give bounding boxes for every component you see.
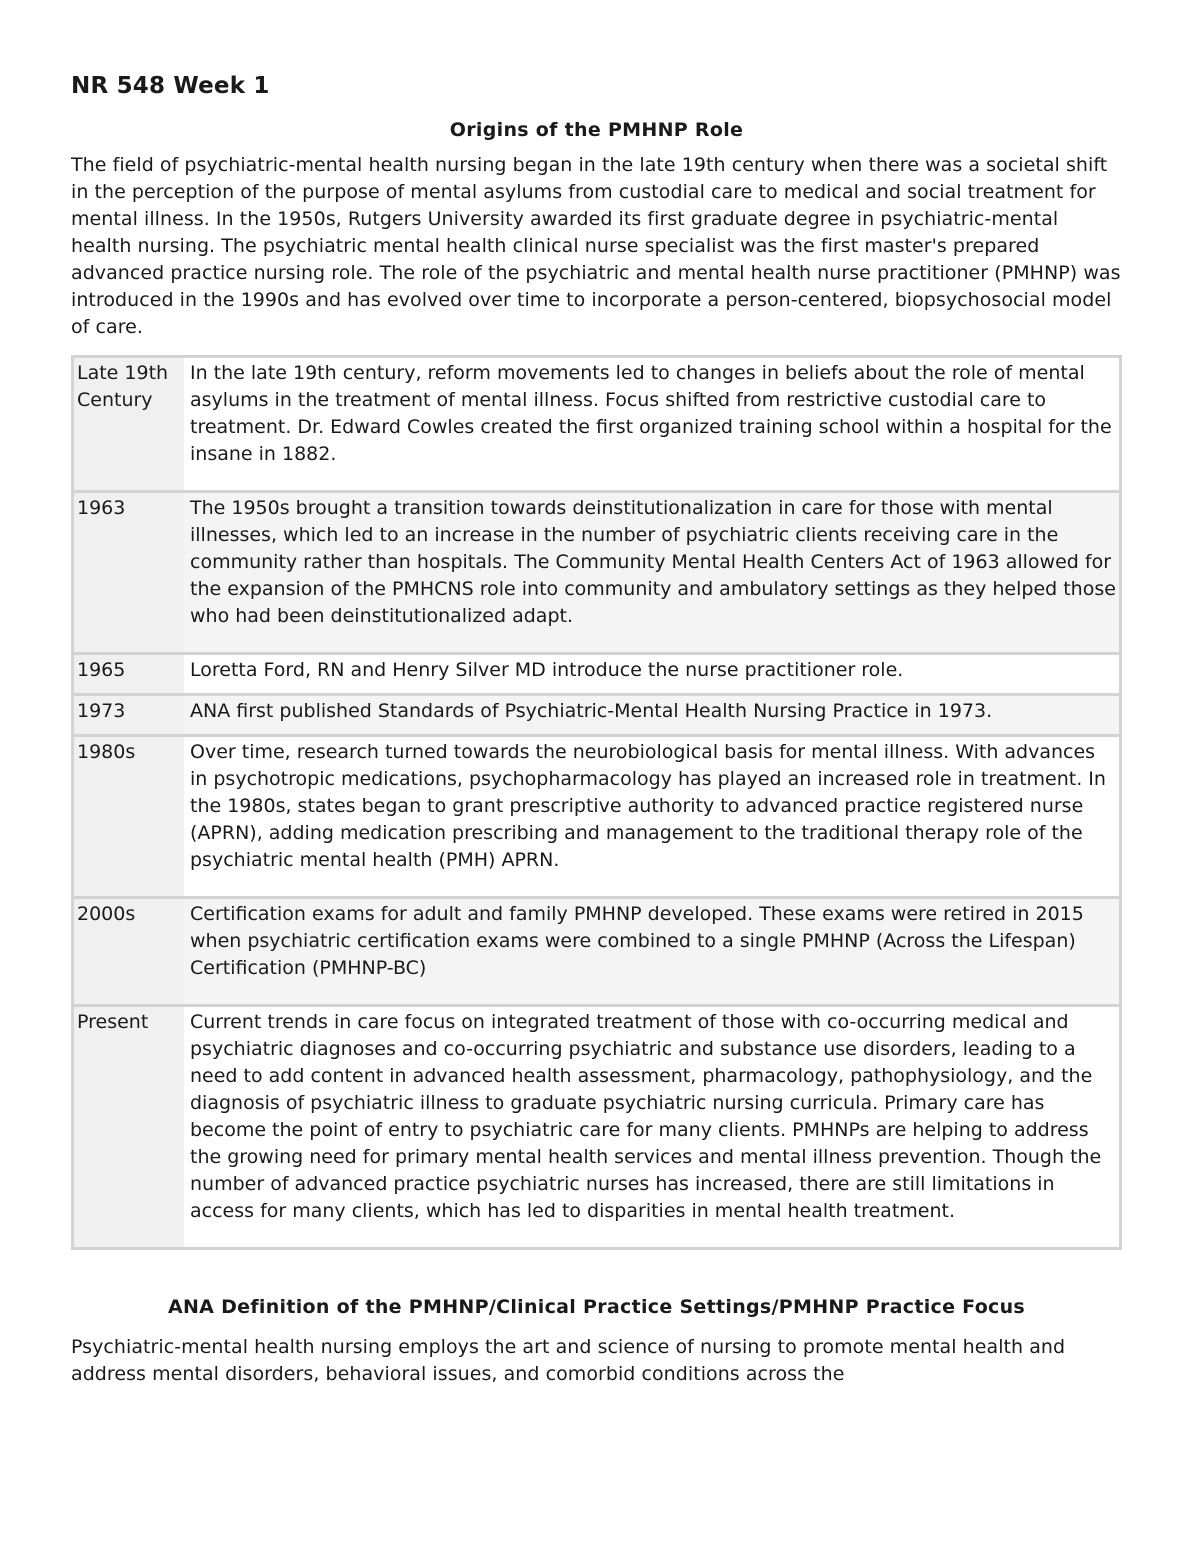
timeline-table — [71, 355, 1122, 1250]
table-row — [73, 695, 1121, 736]
table-row — [73, 1006, 1121, 1249]
table-row — [73, 357, 1121, 492]
course-title: NR 548 Week 1 — [71, 73, 270, 99]
ana-definition-paragraph: Psychiatric-mental health nursing employs the art and science of nursing to promote mental health and address mental disorders, behavioral issues, and comorbid conditions across the — [71, 1336, 1066, 1385]
timeline-period: 2000s — [73, 898, 185, 1006]
timeline-period: 1965 — [73, 654, 185, 695]
table-row — [73, 736, 1121, 898]
table-row — [73, 654, 1121, 695]
timeline-period: Present — [73, 1006, 185, 1249]
timeline-period: 1980s — [73, 736, 185, 898]
timeline-period: Late 19th Century — [73, 357, 185, 492]
timeline-period: 1973 — [73, 695, 185, 736]
timeline-description: Loretta Ford, RN and Henry Silver MD introduce the nurse practitioner role. — [184, 654, 1121, 695]
timeline-description: ANA first published Standards of Psychiatric-Mental Health Nursing Practice in 1973. — [184, 695, 1121, 736]
origins-intro-paragraph: The field of psychiatric-mental health nursing began in the late 19th century when there was a societal shift in the perception of the purpose of mental asylums from custodial care to medical and social treatment for mental illness. In the 1950s, Rutgers University awarded its first graduate degree in psychiatric-mental health nursing. The psychiatric mental health clinical nurse specialist was the first master's prepared advanced practice nursing role. The role of the psychiatric and mental health nurse practitioner (PMHNP) was introduced in the 1990s and has evolved over time to incorporate a person-centered, biopsychosocial model of care. — [71, 154, 1121, 338]
timeline-description: Over time, research turned towards the neurobiological basis for mental illness. With advances in psychotropic medications, psychopharmacology has played an increased role in treatment. In the 1980s, states began to grant prescriptive authority to advanced practice registered nurse (APRN), adding medication prescribing and management to the traditional therapy role of the psychiatric mental health (PMH) APRN. — [184, 736, 1121, 898]
table-row — [73, 898, 1121, 1006]
section-heading-ana-definition: ANA Definition of the PMHNP/Clinical Practice Settings/PMHNP Practice Focus — [167, 1296, 1026, 1318]
timeline-description: Certification exams for adult and family PMHNP developed. These exams were retired in 2015 when psychiatric certification exams were combined to a single PMHNP (Across the Lifespan) Certification (PMHNP-BC) — [184, 898, 1121, 1006]
table-row — [73, 492, 1121, 654]
timeline-period: 1963 — [73, 492, 185, 654]
timeline-description: In the late 19th century, reform movements led to changes in beliefs about the role of mental asylums in the treatment of mental illness. Focus shifted from restrictive custodial care to treatment. Dr. Edward Cowles created the first organized training school within a hospital for the insane in 1882. — [190, 362, 1112, 465]
timeline-description: The 1950s brought a transition towards deinstitutionalization in care for those with mental illnesses, which led to an increase in the number of psychiatric clients receiving care in the community rather than hospitals. The Community Mental Health Centers Act of 1963 allowed for the expansion of the PMHCNS role into community and ambulatory settings as they helped those who had been deinstitutionalized adapt. — [184, 492, 1121, 654]
timeline-description: Current trends in care focus on integrated treatment of those with co-occurring medical and psychiatric diagnoses and co-occurring psychiatric and substance use disorders, leading to a need to add content in advanced health assessment, pharmacology, pathophysiology, and the diagnosis of psychiatric illness to graduate psychiatric nursing curricula. Primary care has become the point of entry to psychiatric care for many clients. PMHNPs are helping to address the growing need for primary mental health services and mental illness prevention. Though the number of advanced practice psychiatric nurses has increased, there are still limitations in access for many clients, which has led to disparities in mental health treatment. — [184, 1006, 1121, 1249]
section-heading-origins: Origins of the PMHNP Role — [449, 119, 744, 141]
